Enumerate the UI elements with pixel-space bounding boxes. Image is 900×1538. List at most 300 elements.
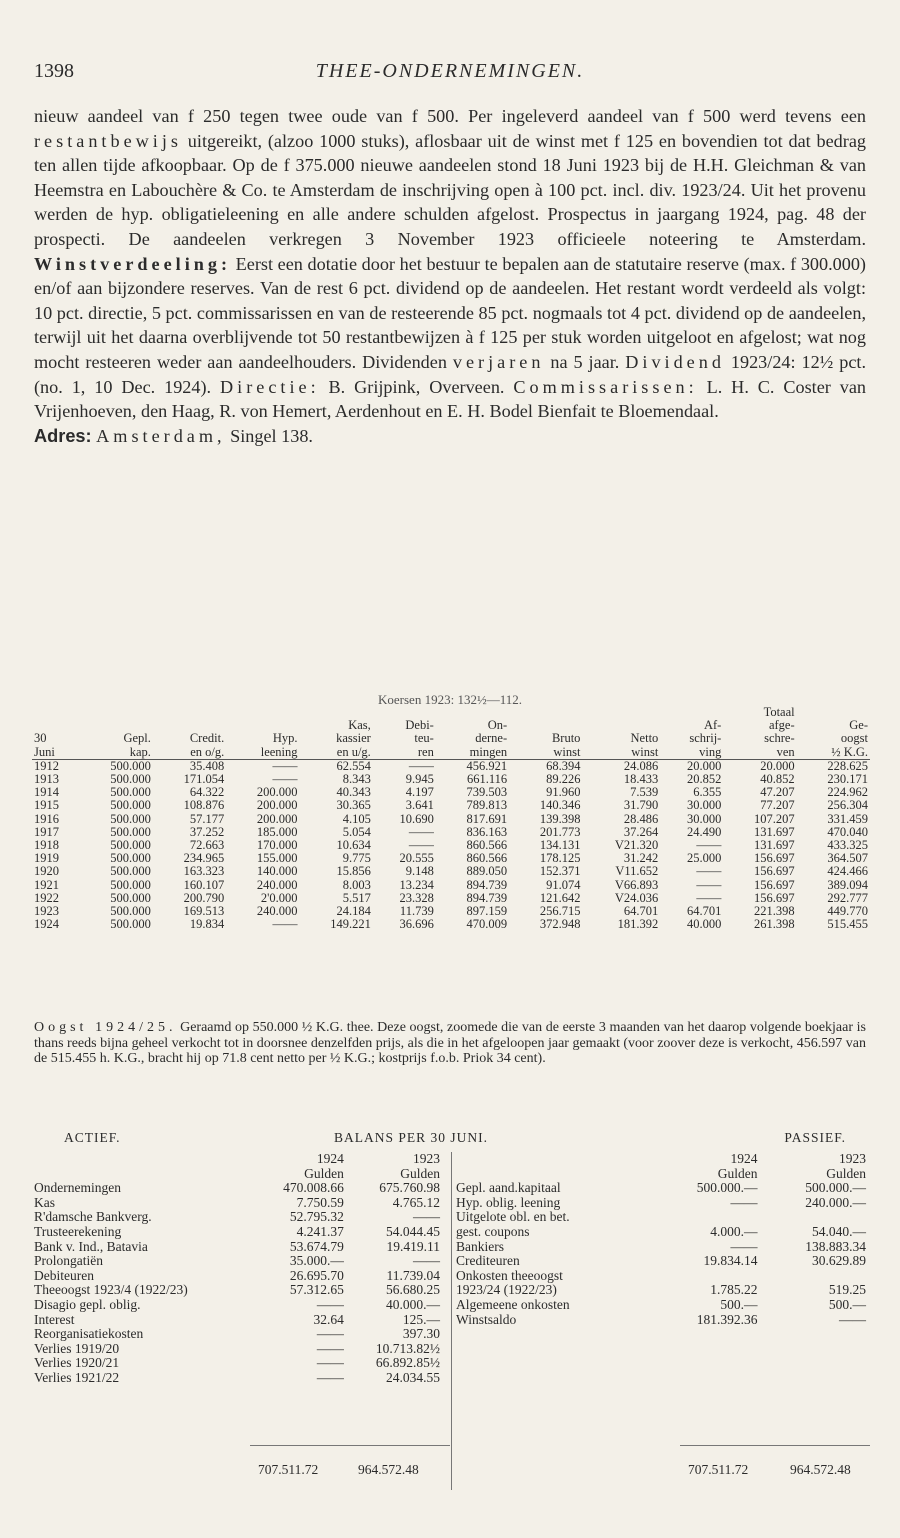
passief-unit-header [454, 1167, 651, 1182]
actief-year-header: 1923 [413, 1151, 440, 1166]
stats-header-cell: en o/g. [153, 746, 226, 760]
paragraph-company: nieuw aandeel van f 250 tegen twee oude van f 500. Per ingeleverd aandeel van f 500 werd tevens een restantbewijs uitgereikt, (alzoo 1000 stuks), aflosbaar uit de winst met f 125 en bovendien tot dat bedrag ten allen tijde afkoopbaar. Op de f 375.000 nieuwe aandeelen stond 18 Juni 1923 bij de H.H. Gleichman & van Heemstra en Labouchère & Co. te Amsterdam de inschrijving open à 100 pct. incl. div. 1923/24. Uit het provenu werden de hyp. obligatieleening en alle andere schulden afgelost. Prospectus in jaargang 1924, pag. 48 der prospecti. De aandeelen verkregen 3 November 1923 officieele noteering te Amsterdam. Winstverdeeling: Eerst een dotatie door het bestuur te bepalen aan de statutaire reserve (max. f 300.000) en/of aan bijzondere reserves. Van de rest 6 pct. dividend op de aandeelen. Het restant wordt verdeeld als volgt: 10 pct. directie, 5 pct. commissarissen en van de resteerende 85 pct. nogmaals tot 4 pct. dividend op de aandeelen, terwijl uit het daarna overblijvende tot 50 restantbewijzen à f 125 per stuk worden uitgeloot en afgelost; wat nog mocht resteeren weder aan aandeelhouders. Dividenden verjaren na 5 jaar. Dividend 1923/24: 12½ pct. (no. 1, 10 Dec. 1924). Directie: B. Grijpink, Overveen. Commissarissen: L. H. C. Coster van Vrijenhoeven, den Haag, R. von Hemert, Aerdenhout en E. H. Bodel Bienfait te Bloemendaal. [34, 106, 867, 422]
stats-cell: 64.322 [189, 785, 225, 800]
stats-header-cell: ren [373, 746, 436, 760]
stats-cell: 57.177 [189, 811, 225, 826]
actief-amount: 35.000.— [289, 1253, 344, 1269]
stats-cell: 121.642 [539, 890, 581, 905]
stats-cell: 163.323 [183, 864, 225, 879]
stats-cell: 91.960 [546, 785, 581, 800]
stats-cell: —— [696, 864, 722, 879]
stats-cell: 5.054 [342, 824, 371, 839]
stats-cell: 25.000 [686, 851, 722, 866]
stats-cell: 31.242 [623, 851, 659, 866]
stats-cell: 389.094 [827, 877, 868, 892]
actief-unit-header: Gulden [400, 1165, 440, 1181]
body-text [34, 104, 866, 448]
stats-cell: 156.697 [754, 890, 795, 905]
stats-cell: 18.433 [623, 772, 659, 787]
actief-unit-header: Gulden [304, 1165, 344, 1181]
actief-label: Disagio gepl. oblig. [34, 1296, 141, 1312]
balance-divider [451, 1152, 452, 1490]
stats-cell: 1924 [34, 917, 59, 932]
stats-header-cell [80, 706, 153, 719]
stats-cell: 30.000 [686, 811, 722, 826]
stats-cell: 9.945 [405, 772, 434, 787]
actief-row [32, 1298, 442, 1313]
stats-row [32, 773, 870, 786]
page-number: 1398 [34, 60, 74, 82]
stats-cell: 500.000 [110, 758, 151, 773]
actief-label: Verlies 1919/20 [34, 1340, 120, 1356]
stats-cell: 31.790 [623, 798, 659, 813]
passief-row [454, 1240, 868, 1255]
stats-header-cell [32, 706, 80, 719]
stats-header-cell: ving [660, 746, 723, 760]
stats-cell: 817.691 [466, 811, 508, 826]
passief-amount: 500.000.— [696, 1180, 758, 1196]
stats-cell: 156.697 [754, 851, 795, 866]
actief-row [32, 1269, 442, 1284]
stats-cell: 256.304 [827, 798, 868, 813]
stats-cell: 40.852 [760, 772, 795, 787]
stats-cell: 1922 [34, 890, 59, 905]
stats-cell: 224.962 [827, 785, 868, 800]
stats-cell: 456.921 [466, 758, 508, 773]
balance-title-row [34, 1130, 866, 1148]
stats-cell: V11.652 [615, 864, 659, 879]
actief-amount: —— [316, 1355, 344, 1371]
passief-row [454, 1283, 868, 1298]
passief-amount: 4.000.— [710, 1223, 758, 1239]
stats-cell: 171.054 [183, 772, 225, 787]
actief-row [32, 1327, 442, 1342]
stats-cell: 77.207 [760, 798, 795, 813]
passief-unit-header: Gulden [717, 1165, 758, 1181]
actief-amount: 52.795.32 [289, 1209, 344, 1225]
stats-cell: V66.893 [614, 877, 659, 892]
statistics-table [32, 706, 870, 931]
stats-cell: 739.503 [466, 785, 508, 800]
stats-cell: 40.000 [686, 917, 722, 932]
stats-header-cell: oogst [840, 731, 868, 746]
stats-cell: 8.003 [342, 877, 371, 892]
stats-cell: 1920 [34, 864, 59, 879]
passief-label: Hyp. oblig. leening [456, 1194, 561, 1210]
stats-cell: 372.948 [539, 917, 581, 932]
stats-cell: 169.513 [183, 904, 225, 919]
stats-cell: 10.634 [336, 838, 371, 853]
stats-cell: —— [408, 838, 434, 853]
stats-cell: 200.000 [256, 798, 298, 813]
stats-cell: 240.000 [256, 877, 298, 892]
stats-cell: 500.000 [110, 904, 151, 919]
actief-label: Verlies 1921/22 [34, 1369, 120, 1385]
stats-cell: 500.000 [110, 917, 151, 932]
stats-cell: 160.107 [183, 877, 225, 892]
actief-table [32, 1152, 442, 1386]
stats-header-cell: schrij- [689, 731, 722, 746]
stats-header-cell: Af- [703, 718, 722, 733]
passief-amount: 1.785.22 [710, 1282, 758, 1298]
page-title: THEE-ONDERNEMINGEN. [315, 60, 585, 82]
stats-cell: 292.777 [827, 890, 868, 905]
stats-cell: 19.834 [189, 917, 225, 932]
oogst-paragraph: Oogst 1924/25. Geraamd op 550.000 ½ K.G. thee. Deze oogst, zoomede die van de eerste 3 maanden van het daarop volgende boekjaar is thans reeds bijna geheel verkocht tot in doorsnee denzelfden prijs, als die in het afgeloopen jaar gemaakt (voor zoover deze is verkocht, 456.597 van de 515.455 h. K.G., bracht hij op 71.8 cent netto per ½ K.G.; kostprijs f.o.b. Priok 34 cent). [34, 1020, 866, 1066]
stats-row [32, 799, 870, 812]
stats-cell: 331.459 [827, 811, 868, 826]
stats-header-cell: ven [723, 746, 796, 760]
actief-amount: 4.765.12 [392, 1194, 440, 1210]
stats-cell: 13.234 [399, 877, 434, 892]
stats-header-cell: Juni [32, 746, 80, 760]
stats-cell: 64.701 [686, 904, 722, 919]
actief-year-header [32, 1152, 255, 1167]
stats-cell: 30.365 [336, 798, 371, 813]
stats-cell: 1915 [34, 798, 59, 813]
stats-cell: 1918 [34, 838, 59, 853]
stats-header-cell: afge- [768, 718, 795, 733]
passief-amount [651, 1210, 759, 1225]
stats-cell: 107.207 [754, 811, 795, 826]
stats-row [32, 865, 870, 878]
stats-cell: 37.264 [623, 824, 659, 839]
stats-cell: 24.086 [623, 758, 659, 773]
actief-amount: —— [413, 1253, 440, 1269]
stats-cell: V21.320 [614, 838, 659, 853]
actief-row [32, 1342, 442, 1357]
actief-amount: 40.000.— [386, 1296, 440, 1312]
passief-row [454, 1181, 868, 1196]
stats-cell: 1913 [34, 772, 59, 787]
stats-cell: 140.000 [256, 864, 298, 879]
stats-cell: 1912 [34, 758, 59, 773]
stats-cell: 37.252 [189, 824, 225, 839]
stats-cell: 894.739 [466, 890, 508, 905]
stats-cell: 1917 [34, 824, 59, 839]
actief-row [32, 1371, 442, 1386]
stats-cell: 261.398 [754, 917, 795, 932]
actief-row [32, 1196, 442, 1211]
address-line: Adres: Amsterdam, Singel 138. [34, 425, 313, 446]
stats-header-cell [582, 706, 660, 719]
passief-label: Bankiers [456, 1238, 504, 1254]
stats-cell: 131.697 [754, 824, 795, 839]
stats-cell: 500.000 [110, 864, 151, 879]
stats-cell: 836.163 [466, 824, 508, 839]
stats-cell: 234.965 [183, 851, 225, 866]
passief-amount: 500.— [720, 1296, 758, 1312]
actief-row [32, 1356, 442, 1371]
running-header [34, 60, 866, 90]
passief-amount: 181.392.36 [696, 1311, 758, 1327]
stats-cell: 30.000 [686, 798, 722, 813]
stats-cell: 789.813 [466, 798, 508, 813]
stats-cell: 24.490 [686, 824, 722, 839]
stats-cell: 470.040 [827, 824, 868, 839]
stats-cell: 200.790 [183, 890, 225, 905]
actief-amount: 11.739.04 [386, 1267, 440, 1283]
stats-header-cell: Totaal [763, 705, 795, 719]
stats-header-cell: Credit. [189, 731, 225, 746]
passief-amount [651, 1269, 759, 1284]
stats-header-cell: Gepl. [123, 731, 151, 746]
passief-label: Crediteuren [456, 1253, 520, 1269]
stats-cell: 40.343 [336, 785, 371, 800]
stats-header-cell: 30 [34, 731, 47, 746]
stats-cell: 433.325 [827, 838, 868, 853]
passief-year-header [454, 1152, 651, 1167]
stats-cell: 449.770 [827, 904, 868, 919]
stats-header-cell: Bruto [551, 731, 581, 746]
actief-row [32, 1313, 442, 1328]
stats-cell: 35.408 [189, 758, 225, 773]
stats-header-cell: teu- [414, 731, 434, 746]
stats-cell: 470.009 [466, 917, 508, 932]
stats-cell: —— [272, 772, 298, 787]
passief-label: Gepl. aand.kapitaal [456, 1180, 561, 1196]
stats-cell: 155.000 [256, 851, 298, 866]
stats-cell: 860.566 [466, 851, 508, 866]
stats-cell: 500.000 [110, 890, 151, 905]
actief-amount: —— [316, 1296, 344, 1312]
stats-cell: 500.000 [110, 824, 151, 839]
actief-year-header: 1924 [316, 1151, 344, 1166]
actief-label: Verlies 1920/21 [34, 1355, 120, 1371]
passief-amount: 19.834.14 [703, 1253, 758, 1269]
actief-row [32, 1283, 442, 1298]
actief-amount: 675.760.98 [379, 1180, 440, 1196]
stats-cell: 5.517 [342, 890, 371, 905]
stats-cell: 500.000 [110, 838, 151, 853]
actief-row [32, 1225, 442, 1240]
stats-cell: 240.000 [256, 904, 298, 919]
stats-cell: 500.000 [110, 772, 151, 787]
passief-year-header: 1923 [839, 1151, 866, 1166]
stats-cell: 20.852 [686, 772, 722, 787]
actief-row [32, 1240, 442, 1255]
passief-label: PASSIEF. [784, 1130, 846, 1145]
actief-amount: 7.750.59 [296, 1194, 344, 1210]
stats-cell: 4.197 [405, 785, 434, 800]
passief-row [454, 1269, 868, 1284]
stats-cell: 24.184 [336, 904, 371, 919]
stats-cell: 15.856 [336, 864, 371, 879]
stats-cell: 894.739 [466, 877, 508, 892]
stats-row [32, 852, 870, 865]
stats-cell: 228.625 [827, 758, 868, 773]
actief-amount: 56.680.25 [386, 1282, 440, 1298]
stats-header-cell: Kas, [348, 718, 371, 733]
passief-amount [760, 1269, 869, 1284]
actief-row [32, 1210, 442, 1225]
stats-cell: 515.455 [827, 917, 868, 932]
passief-label: Uitgelote obl. en bet. [456, 1209, 570, 1225]
stats-cell: 201.773 [539, 824, 581, 839]
stats-cell: 156.697 [754, 877, 795, 892]
stats-cell: 20.000 [686, 758, 722, 773]
stats-cell: 9.775 [342, 851, 371, 866]
actief-amount: 53.674.79 [289, 1238, 344, 1254]
stats-cell: 500.000 [110, 851, 151, 866]
passief-total-rule [680, 1445, 870, 1446]
stats-header-cell: kap. [80, 746, 153, 760]
stats-cell: 424.466 [827, 864, 868, 879]
actief-label: Prolongatiën [34, 1253, 103, 1269]
actief-total-1923: 964.572.48 [358, 1462, 419, 1477]
stats-cell: 6.355 [693, 785, 722, 800]
stats-cell: 68.394 [546, 758, 581, 773]
passief-label: Winstsaldo [456, 1311, 517, 1327]
passief-year-header: 1924 [730, 1151, 758, 1166]
actief-amount: 24.034.55 [386, 1369, 440, 1385]
stats-cell: 149.221 [330, 917, 371, 932]
passief-label: gest. coupons [456, 1223, 530, 1239]
stats-cell: 1916 [34, 811, 59, 826]
actief-amount: 125.— [402, 1311, 440, 1327]
passief-amount: —— [730, 1194, 758, 1210]
adres-label: Adres: [34, 425, 92, 446]
stats-row [32, 759, 870, 773]
passief-amount: 500.000.— [805, 1180, 866, 1196]
stats-row [32, 879, 870, 892]
stats-cell: 134.131 [539, 838, 581, 853]
stats-cell: 178.125 [539, 851, 581, 866]
passief-amount [760, 1210, 869, 1225]
passief-amount: 519.25 [828, 1282, 866, 1298]
actief-amount: 26.695.70 [289, 1267, 344, 1283]
stats-cell: 20.555 [399, 851, 434, 866]
stats-cell: —— [696, 877, 722, 892]
stats-cell: 1921 [34, 877, 59, 892]
stats-cell: 2'0.000 [260, 890, 298, 905]
stats-cell: —— [272, 758, 298, 773]
passief-amount: 500.— [828, 1296, 866, 1312]
stats-row [32, 826, 870, 839]
stats-header-cell: kassier [336, 731, 371, 746]
actief-amount: 57.312.65 [289, 1282, 344, 1298]
stats-cell: 7.539 [630, 785, 659, 800]
stats-header-cell: Netto [630, 731, 659, 746]
stats-cell: V24.036 [614, 890, 659, 905]
actief-label: Bank v. Ind., Batavia [34, 1238, 148, 1254]
stats-cell: 860.566 [466, 838, 508, 853]
actief-label: Trusteerekening [34, 1223, 122, 1239]
passief-amount: 138.883.34 [805, 1238, 866, 1254]
stats-cell: 9.148 [405, 864, 434, 879]
stats-cell: 889.050 [466, 864, 508, 879]
passief-amount: —— [839, 1311, 866, 1327]
actief-amount: 397.30 [402, 1326, 440, 1342]
actief-amount: 10.713.82½ [375, 1340, 440, 1356]
actief-amount: 66.892.85½ [375, 1355, 440, 1371]
stats-cell: 200.000 [256, 785, 298, 800]
actief-amount: 4.241.37 [296, 1223, 344, 1239]
actief-amount: —— [316, 1369, 344, 1385]
actief-amount: 19.419.11 [386, 1238, 440, 1254]
stats-cell: 28.486 [623, 811, 659, 826]
actief-amount: 470.008.66 [283, 1180, 344, 1196]
stats-row [32, 918, 870, 931]
stats-cell: 139.398 [539, 811, 581, 826]
stats-cell: 89.226 [546, 772, 581, 787]
stats-cell: 20.000 [760, 758, 795, 773]
stats-cell: 108.876 [183, 798, 225, 813]
passief-amount: 54.040.— [812, 1223, 866, 1239]
stats-header-cell: ½ K.G. [797, 746, 870, 760]
actief-label: Interest [34, 1311, 75, 1327]
stats-header-cell: Debi- [405, 718, 434, 733]
stats-cell: 221.398 [754, 904, 795, 919]
stats-row [32, 786, 870, 799]
stats-header-cell [509, 706, 582, 719]
passief-row [454, 1298, 868, 1313]
stats-cell: 200.000 [256, 811, 298, 826]
stats-cell: 500.000 [110, 785, 151, 800]
stats-header-cell: en u/g. [300, 746, 373, 760]
stats-header-cell: winst [509, 746, 582, 760]
stats-cell: 500.000 [110, 798, 151, 813]
stats-cell: 152.371 [539, 864, 581, 879]
actief-amount: —— [413, 1209, 440, 1225]
actief-label: Ondernemingen [34, 1180, 121, 1196]
stats-cell: 661.116 [466, 772, 508, 787]
stats-row [32, 813, 870, 826]
stats-cell: 500.000 [110, 811, 151, 826]
stats-cell: —— [696, 838, 722, 853]
stats-cell: 181.392 [617, 917, 659, 932]
stats-header-cell: On- [487, 718, 508, 733]
stats-cell: 47.207 [760, 785, 795, 800]
koersen-line: Koersen 1923: 132½—112. [378, 692, 522, 707]
passief-amount: —— [730, 1238, 758, 1254]
stats-cell: 156.697 [754, 864, 795, 879]
stats-cell: 364.507 [827, 851, 868, 866]
passief-amount: 240.000.— [805, 1194, 866, 1210]
stats-header-cell: Hyp. [272, 731, 298, 746]
stats-cell: 230.171 [827, 772, 868, 787]
passief-unit-header: Gulden [826, 1165, 866, 1181]
stats-cell: 170.000 [256, 838, 298, 853]
actief-total-1924: 707.511.72 [258, 1462, 319, 1477]
winstverdeeling-label: Winstverdeeling: [34, 253, 232, 274]
stats-cell: —— [408, 824, 434, 839]
stats-row [32, 905, 870, 918]
actief-row [32, 1181, 442, 1196]
actief-label: Theeoogst 1923/4 (1922/23) [34, 1282, 188, 1298]
actief-amount: —— [316, 1326, 344, 1342]
passief-label: Onkosten theeoogst [456, 1267, 563, 1283]
stats-row [32, 892, 870, 905]
stats-cell: 8.343 [342, 772, 371, 787]
stats-header-cell: schre- [764, 731, 795, 746]
stats-header-cell: leening [226, 746, 299, 760]
actief-label: Kas [34, 1194, 55, 1210]
actief-amount: 54.044.45 [386, 1223, 440, 1239]
passief-row [454, 1254, 868, 1269]
stats-cell: 256.715 [539, 904, 581, 919]
stats-cell: 1923 [34, 904, 59, 919]
actief-label: Reorganisatiekosten [34, 1326, 144, 1342]
actief-label: Debiteuren [34, 1267, 94, 1283]
stats-header-cell [153, 706, 226, 719]
balance-title: BALANS PER 30 JUNI. [334, 1130, 489, 1145]
stats-cell: —— [408, 758, 434, 773]
stats-cell: 23.328 [399, 890, 434, 905]
stats-header-cell: derne- [475, 731, 508, 746]
actief-unit-header [32, 1167, 255, 1182]
stats-cell: 11.739 [399, 904, 434, 919]
